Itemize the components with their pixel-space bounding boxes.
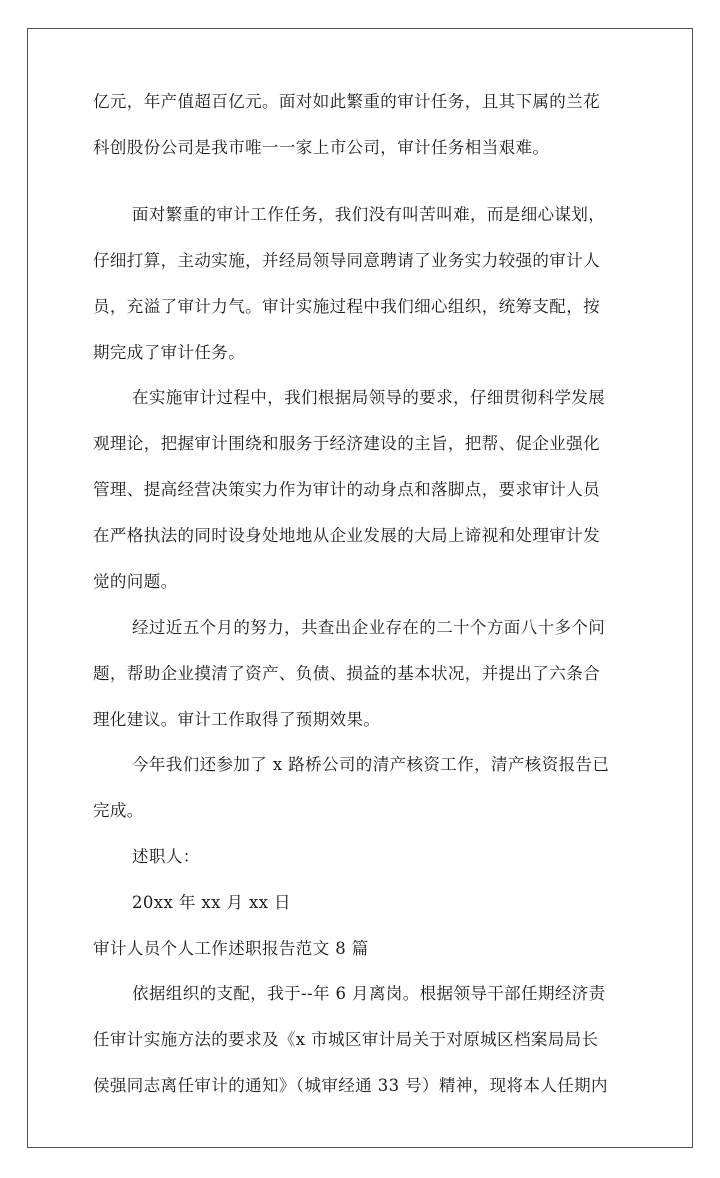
text-line: 觉的问题。 (93, 572, 178, 591)
text-line: 题，帮助企业摸清了资产、负债、损益的基本状况，并提出了六条合 (93, 664, 600, 683)
text-line: 观理论，把握审计围绕和服务于经济建设的主旨，把帮、促企业强化 (93, 434, 600, 453)
text-line: 在实施审计过程中，我们根据局领导的要求，仔细贯彻科学发展 (132, 388, 606, 407)
text-line: 依据组织的支配，我于--年 6 月离岗。根据领导干部任期经济责 (132, 984, 606, 1003)
text-line: 在严格执法的同时设身处地地从企业发展的大局上谛视和处理审计发 (93, 526, 600, 545)
text-line: 任审计实施方法的要求及《x 市城区审计局关于对原城区档案局局长 (93, 1030, 599, 1049)
text-line: 理化建议。审计工作取得了预期效果。 (93, 710, 381, 729)
text-line: 科创股份公司是我市唯一一家上市公司，审计任务相当艰难。 (93, 138, 550, 157)
text-line: 期完成了审计任务。 (93, 343, 246, 362)
section-title: 审计人员个人工作述职报告范文 8 篇 (93, 939, 369, 958)
text-line: 面对繁重的审计工作任务，我们没有叫苦叫难，而是细心谋划， (132, 205, 606, 224)
text-line: 经过近五个月的努力，共查出企业存在的二十个方面八十多个问 (132, 618, 606, 637)
text-line: 员，充溢了审计力气。审计实施过程中我们细心组织，统筹支配，按 (93, 297, 600, 316)
signature-date: 20xx 年 xx 月 xx 日 (132, 893, 291, 912)
text-line: 侯强同志离任审计的通知》（城审经通 33 号）精神，现将本人任期内 (93, 1076, 608, 1095)
text-line: 亿元，年产值超百亿元。面对如此繁重的审计任务，且其下属的兰花 (93, 92, 600, 111)
signature-label: 述职人： (132, 847, 200, 866)
text-line: 仔细打算，主动实施，并经局领导同意聘请了业务实力较强的审计人 (93, 251, 600, 270)
text-line: 完成。 (93, 801, 144, 820)
text-line: 今年我们还参加了 x 路桥公司的清产核资工作，清产核资报告已 (132, 755, 610, 774)
text-line: 管理、提高经营决策实力作为审计的动身点和落脚点，要求审计人员 (93, 480, 600, 499)
